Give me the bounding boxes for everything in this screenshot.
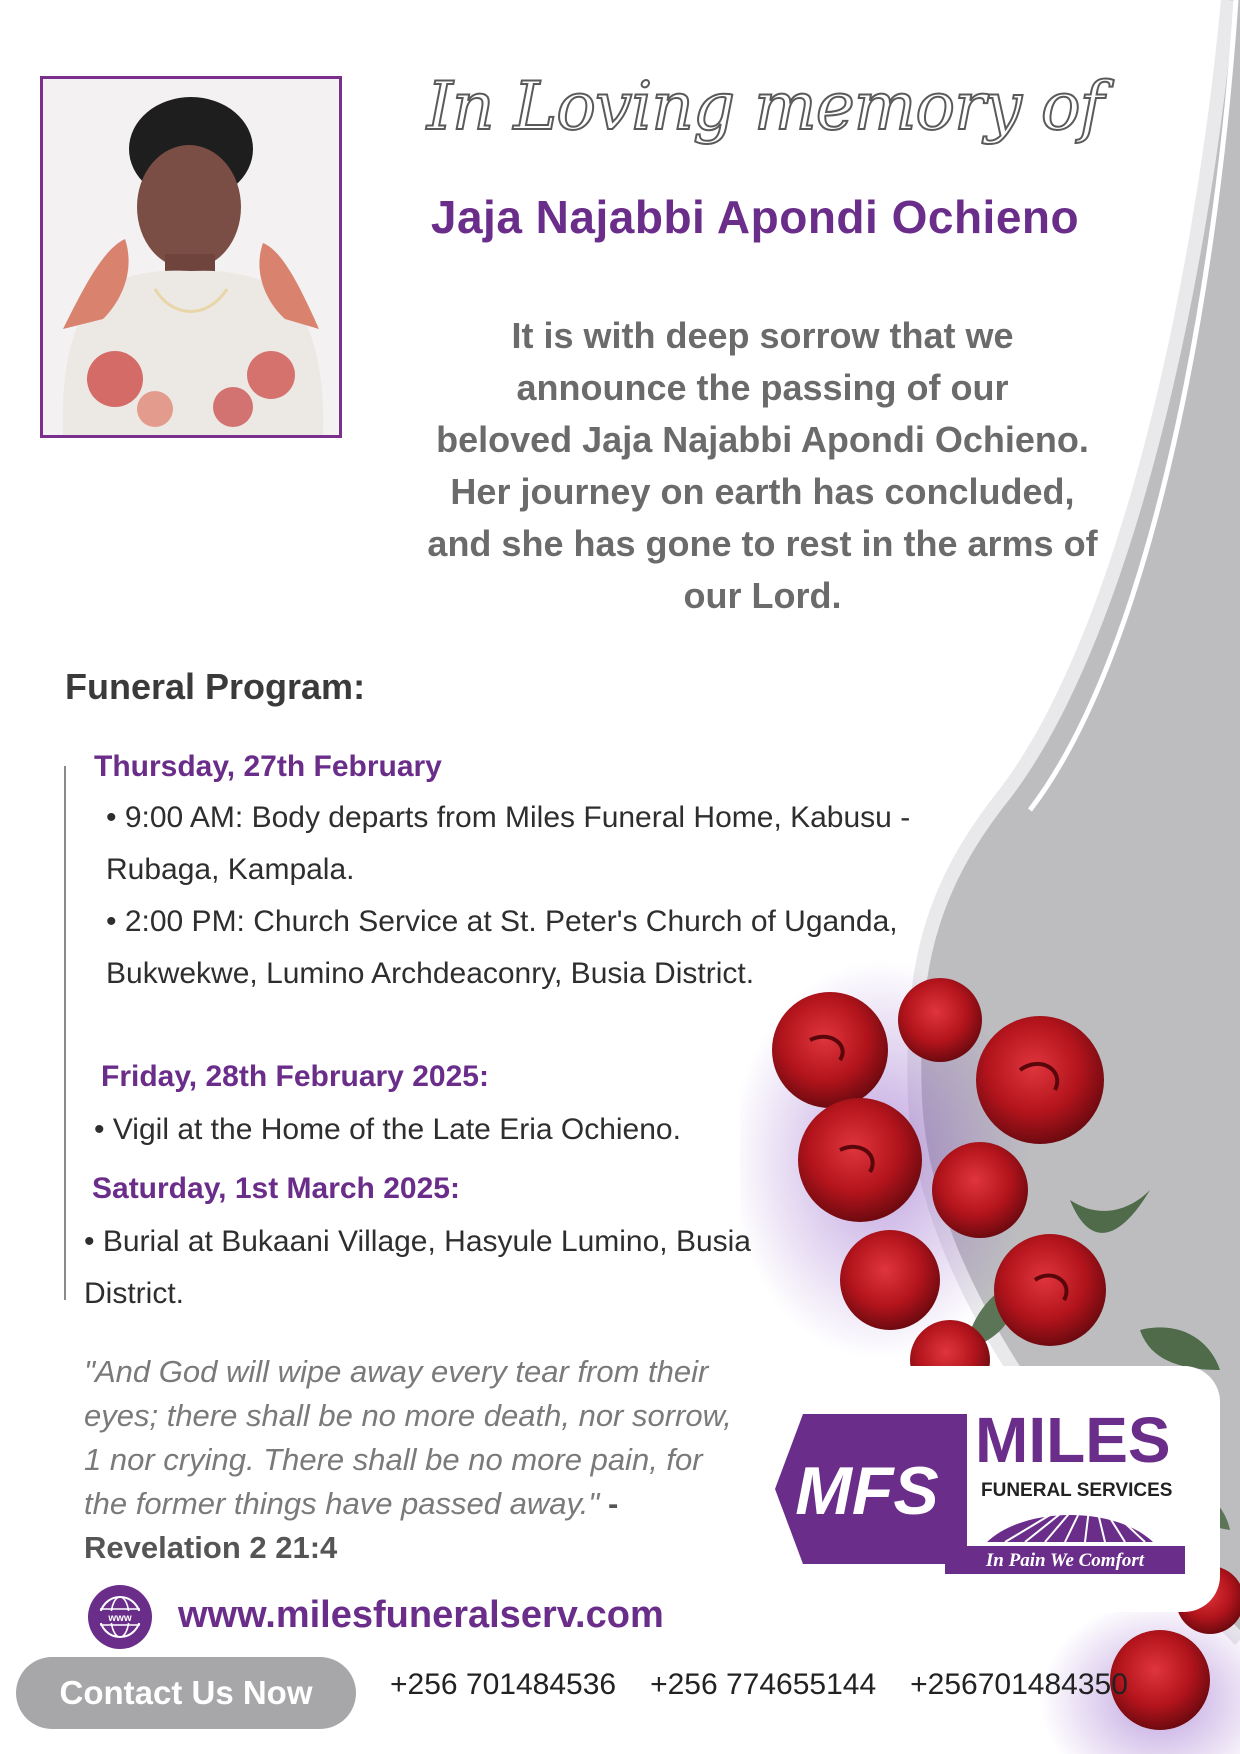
phone-number[interactable]: +256 701484536 xyxy=(390,1668,617,1701)
logo-tagline: In Pain We Comfort xyxy=(985,1550,1145,1571)
scripture-reference: - Revelation 2 21:4 xyxy=(84,1486,619,1565)
phone-numbers xyxy=(390,1668,1128,1702)
logo-card xyxy=(755,1366,1220,1612)
globe-icon-label: www xyxy=(108,1613,132,1624)
day-heading-saturday: Saturday, 1st March 2025: xyxy=(92,1172,460,1205)
portrait-illustration xyxy=(43,79,339,435)
day-heading-friday: Friday, 28th February 2025: xyxy=(101,1060,489,1093)
announcement-line: beloved Jaja Najabbi Apondi Ochieno. xyxy=(436,419,1089,460)
announcement-line: It is with deep sorrow that we xyxy=(511,315,1014,356)
program-event: • Vigil at the Home of the Late Eria Ochieno. xyxy=(94,1113,681,1146)
phone-number[interactable]: +256 774655144 xyxy=(650,1668,877,1701)
miles-funeral-services-logo xyxy=(755,1366,1220,1612)
program-event: • 9:00 AM: Body departs from Miles Funeral Home, Kabusu - Rubaga, Kampala. xyxy=(106,801,911,886)
scripture-text: "And God will wipe away every tear from their eyes; there shall be no more death, nor sorrow, 1 nor crying. There shall be no more pain, for the former things have passed away." xyxy=(84,1354,732,1521)
globe-icon xyxy=(88,1585,152,1649)
day-heading-thursday: Thursday, 27th February xyxy=(94,750,442,783)
deceased-name: Jaja Najabbi Apondi Ochieno xyxy=(430,191,1080,243)
announcement-line: our Lord. xyxy=(683,575,842,616)
program-event: • 2:00 PM: Church Service at St. Peter's Church of Uganda, Bukwekwe, Lumino Archdeaconry, Busia District. xyxy=(106,905,898,990)
website-link[interactable]: www.milesfuneralserv.com xyxy=(178,1594,664,1636)
announcement-line: Her journey on earth has concluded, xyxy=(450,471,1075,512)
scripture-quote xyxy=(84,1350,744,1570)
roses-decoration xyxy=(740,960,1240,1754)
logo-name: MILES xyxy=(975,1404,1171,1476)
portrait-photo xyxy=(40,76,342,438)
memory-script-heading: In Loving memory of xyxy=(426,68,1104,145)
logo-monogram: MFS xyxy=(795,1453,939,1529)
timeline-divider xyxy=(64,766,66,1300)
announcement-line: and she has gone to rest in the arms of xyxy=(427,523,1098,564)
program-event: • Burial at Bukaani Village, Hasyule Lumino, Busia District. xyxy=(84,1225,751,1310)
announcement-text xyxy=(385,310,1140,622)
logo-subtitle: FUNERAL SERVICES xyxy=(981,1480,1173,1501)
funeral-program-heading: Funeral Program: xyxy=(65,666,366,707)
contact-us-button[interactable]: Contact Us Now xyxy=(16,1657,356,1729)
phone-number[interactable]: +256701484350 xyxy=(910,1668,1128,1701)
announcement-line: announce the passing of our xyxy=(516,367,1009,408)
